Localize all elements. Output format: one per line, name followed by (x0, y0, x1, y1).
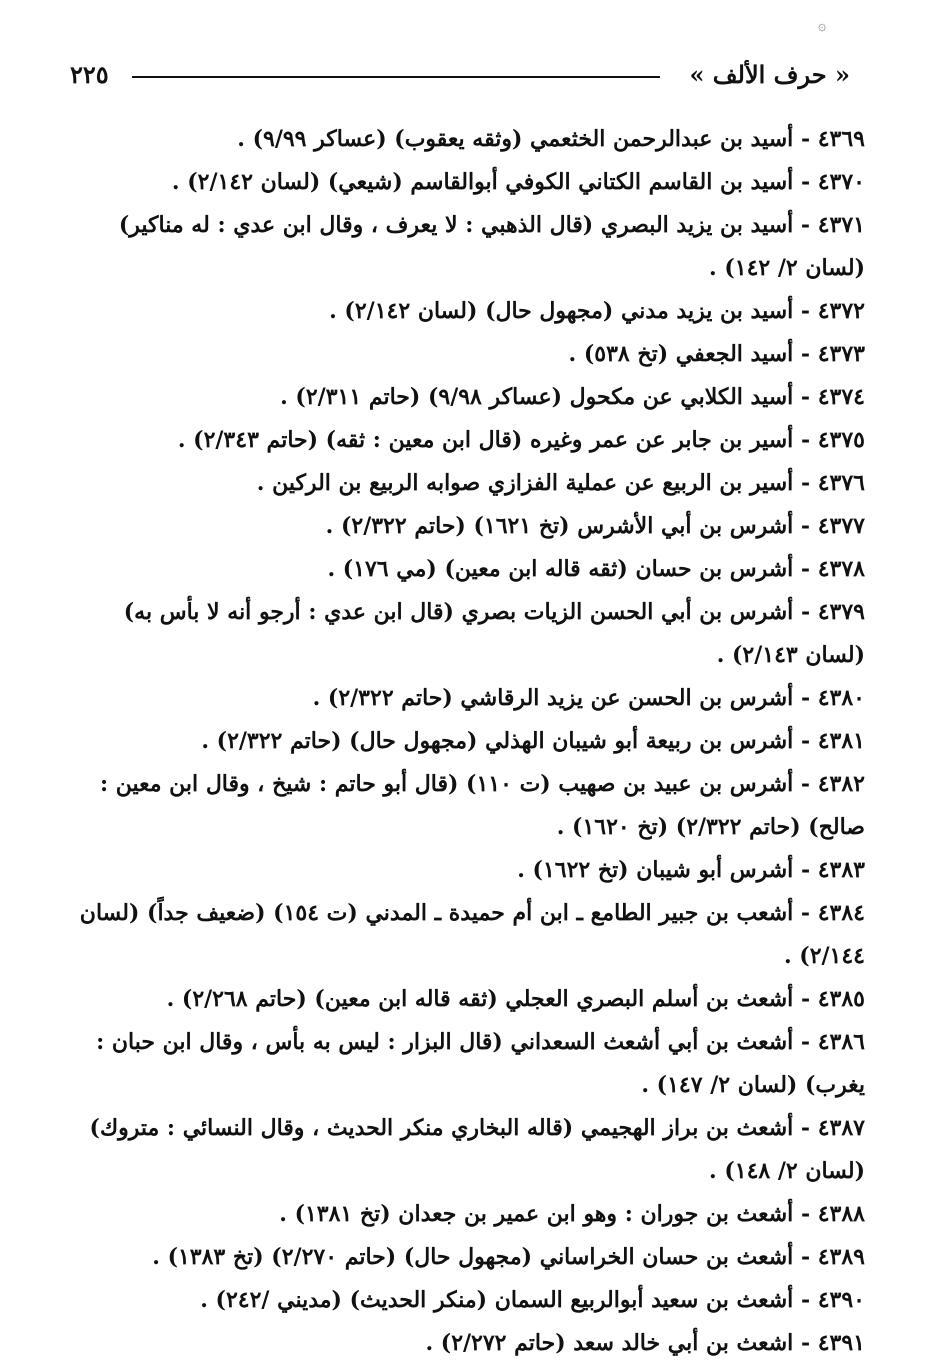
entry (65, 1279, 865, 1322)
entry (65, 290, 865, 333)
entry-number: ٤٣٧٠ (817, 169, 865, 195)
entry-number: ٤٣٩١ (817, 1330, 865, 1356)
entry-number: ٤٣٧٧ (817, 513, 865, 539)
entry-text: - أشعث بن سعيد أبوالربيع السمان (منكر الحديث) (مديني /٢٤٢) . (200, 1287, 818, 1313)
entry-text: - أسير بن جابر عن عمر وغيره (قال ابن معين : ثقه) (حاتم ٢/٣٤٣) . (177, 427, 818, 453)
entry-text: - أسيد بن القاسم الكتاني الكوفي أبوالقاسم (شيعي) (لسان ٢/١٤٢) . (171, 169, 818, 195)
entry (65, 505, 865, 548)
entry-text: - أشرس بن ربيعة أبو شيبان الهذلي (مجهول حال) (حاتم ٢/٣٢٢) . (201, 728, 818, 754)
entry-number: ٤٣٧٤ (817, 384, 865, 410)
entry-number: ٤٣٦٩ (817, 126, 865, 152)
entry-number: ٤٣٨٢ (817, 771, 865, 797)
entry-text: - أشرس بن الحسن عن يزيد الرقاشي (حاتم ٢/٣٢٢) . (312, 685, 818, 711)
entry-number: ٤٣٨٤ (817, 900, 865, 926)
entry-text: - أسيد بن عبدالرحمن الخثعمي (وثقه يعقوب) (عساكر ٩/٩٩) . (237, 126, 818, 152)
entry-text: - أشعث بن براز الهجيمي (قاله البخاري منكر الحديث ، وقال النسائي : متروك) (لسان ٢/ ١٤٨) . (89, 1115, 865, 1184)
entry-text: - أسيد الجعفي (تخ ٥٣٨) . (568, 341, 818, 367)
entry-text: - أشعب بن جبير الطامع ـ ابن أم حميدة ـ المدني (ت ١٥٤) (ضعيف جداً) (لسان ٢/١٤٤) . (79, 900, 865, 969)
entry-text: - أشرس بن عبيد بن صهيب (ت ١١٠) (قال أبو حاتم : شيخ ، وقال ابن معين : صالح) (حاتم ٢/٣٢٢) (تخ ١٦٢٠) . (99, 771, 865, 840)
entry-text: - أشرس بن أبي الحسن الزيات بصري (قال ابن عدي : أرجو أنه لا بأس به) (لسان ٢/١٤٣) . (123, 599, 865, 668)
entry (65, 548, 865, 591)
entry (65, 763, 865, 849)
entry (65, 333, 865, 376)
ornament-icon: ۞ (818, 18, 827, 34)
entry (65, 1021, 865, 1107)
entry (65, 118, 865, 161)
entry (65, 849, 865, 892)
entry (65, 1322, 865, 1365)
running-title: « حرف الألف » (689, 60, 850, 89)
page-number: ٢٢٥ (70, 60, 109, 89)
header-rule (132, 76, 660, 78)
entry-text: - أسيد بن يزيد مدني (مجهول حال) (لسان ٢/١٤٢) . (329, 298, 818, 324)
entry-number: ٤٣٧٥ (817, 427, 865, 453)
entry-number: ٤٣٨٦ (817, 1029, 865, 1055)
entry (65, 892, 865, 978)
entry (65, 376, 865, 419)
entry-number: ٤٣٧٣ (817, 341, 865, 367)
entry-text: - أسيد بن يزيد البصري (قال الذهبي : لا يعرف ، وقال ابن عدي : له مناكير) (لسان ٢/ ١٤٢) . (118, 212, 865, 281)
entry-number: ٤٣٨٣ (817, 857, 865, 883)
entry (65, 161, 865, 204)
entry (65, 462, 865, 505)
entry-text: - أشعث بن أبي أشعث السعداني (قال البزار : ليس به بأس ، وقال ابن حبان : يغرب) (لسان ٢/ ١٤٧) . (96, 1029, 865, 1098)
entry-text: - اشعث بن أبي خالد سعد (حاتم ٢/٢٧٢) . (425, 1330, 818, 1356)
entry-number: ٤٣٨٧ (817, 1115, 865, 1141)
entry-text: - أشرس بن حسان (ثقه قاله ابن معين) (مي ١٧٦) . (327, 556, 818, 582)
entry-number: ٤٣٧٩ (817, 599, 865, 625)
entry (65, 978, 865, 1021)
entry-number: ٤٣٧٦ (817, 470, 865, 496)
entry-text: - أسير بن الربيع عن عملية الفزازي صوابه الربيع بن الركين . (256, 470, 818, 496)
entry-text: - أشرس أبو شيبان (تخ ١٦٢٢) . (517, 857, 818, 883)
entry-text: - أشعث بن جوران : وهو ابن عمير بن جعدان (تخ ١٣٨١) . (279, 1201, 818, 1227)
entry-number: ٤٣٨٨ (817, 1201, 865, 1227)
entry-number: ٤٣٨٩ (817, 1244, 865, 1270)
entry-number: ٤٣٨١ (817, 728, 865, 754)
entry (65, 1193, 865, 1236)
entry-number: ٤٣٨٠ (817, 685, 865, 711)
entry (65, 720, 865, 763)
entry-number: ٤٣٩٠ (817, 1287, 865, 1313)
entry-text: - أشعث بن حسان الخراساني (مجهول حال) (حاتم ٢/٢٧٠) (تخ ١٣٨٣) . (152, 1244, 818, 1270)
entry-number: ٤٣٧٢ (817, 298, 865, 324)
entry-text: - أسيد الكلابي عن مكحول (عساكر ٩/٩٨) (حاتم ٢/٣١١) . (280, 384, 818, 410)
entry-text: - أشعث بن أسلم البصري العجلي (ثقه قاله ابن معين) (حاتم ٢/٢٦٨) . (166, 986, 818, 1012)
entry-number: ٤٣٧٨ (817, 556, 865, 582)
entry-number: ٤٣٨٥ (817, 986, 865, 1012)
entry (65, 1107, 865, 1193)
entry-list (65, 118, 865, 1365)
entry (65, 591, 865, 677)
entry (65, 204, 865, 290)
entry (65, 677, 865, 720)
entry-number: ٤٣٧١ (817, 212, 865, 238)
entry (65, 419, 865, 462)
entry (65, 1236, 865, 1279)
page-header (70, 60, 850, 100)
entry-text: - أشرس بن أبي الأشرس (تخ ١٦٢١) (حاتم ٢/٣٢٢) . (325, 513, 818, 539)
